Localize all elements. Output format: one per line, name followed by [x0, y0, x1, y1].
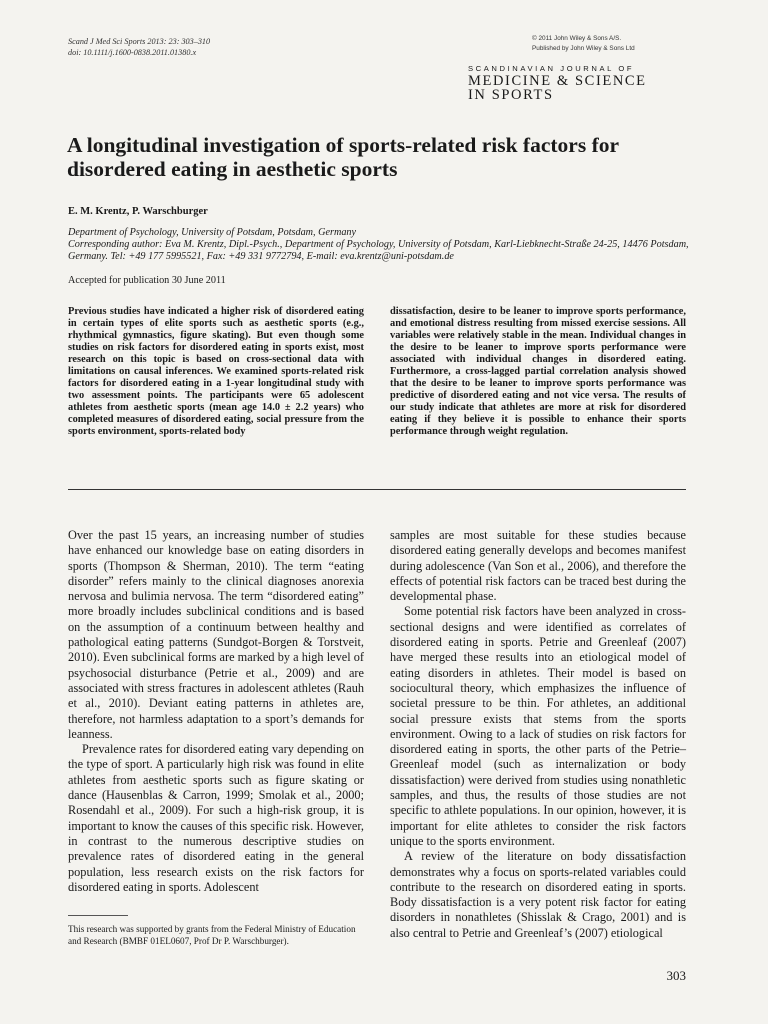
publisher-line: Published by John Wiley & Sons Ltd [532, 45, 635, 52]
citation-line: Scand J Med Sci Sports 2013: 23: 303–310 [68, 37, 211, 46]
copyright-line: © 2011 John Wiley & Sons A/S. [532, 35, 622, 42]
citation-header [68, 36, 210, 58]
funding-footnote: This research was supported by grants from the Federal Ministry of Education and Research (BMBF 01EL0607, Prof Dr P. Warschburger). [68, 924, 356, 946]
doi-line: doi: 10.1111/j.1600-0838.2011.01380.x [68, 48, 197, 57]
body-paragraph: A review of the literature on body dissatisfaction demonstrates why a focus on sports-related variables could contribute to the research on disordered eating in sports. Body dissatisfaction is a very potent risk factor for eating disorders in nonathletes (Shisslak & Crago, 2001) and is also central to Petrie and Greenleaf’s (2007) etiological [390, 849, 686, 940]
corresponding-author: Corresponding author: Eva M. Krentz, Dipl.-Psych., Department of Psychology, University of Potsdam, Karl-Liebknecht-Straße 24-25, 14476 Potsdam, Germany. Tel: +49 177 5995521, Fax: +49 331 9772794, E-mail: eva.krentz@uni-potsdam.de [68, 239, 689, 262]
abstract-divider [68, 489, 686, 490]
abstract-left-column: Previous studies have indicated a higher risk of disordered eating in certain types of elite sports such as aesthetic sports (e.g., rhythmical gymnastics, figure skating). But even though some studies on risk factors for disordered eating in sports exist, most research on this topic is based on cross-sectional data with limitations on causal inferences. We examined sports-related risk factors for disordered eating in a 1-year longitudinal study with two assessment points. The participants were 65 adolescent athletes from aesthetic sports (mean age 14.0 ± 2.2 years) who completed measures of disordered eating, social pressure from the sports environment, sports-related body [68, 306, 364, 438]
body-paragraph: Prevalence rates for disordered eating vary depending on the type of sport. A particularly high risk was found in elite athletes from aesthetic sports such as figure skating or dance (Hausenblas & Carron, 1999; Smolak et al., 2000; Rosendahl et al., 2009). For such a high-risk group, it is important to know the causes of this specific risk. However, in contrast to the numerous descriptive studies on prevalence rates of disordered eating in the general population, less research exists on the risk factors for disordered eating in sports. Adolescent [68, 742, 364, 894]
accepted-date: Accepted for publication 30 June 2011 [68, 275, 226, 286]
article-title: A longitudinal investigation of sports-related risk factors for disordered eating in aesthetic sports [67, 133, 619, 181]
abstract-right-column: dissatisfaction, desire to be leaner to improve sports performance, and emotional distress resulting from missed exercise sessions. All variables were relatively stable in the mean. Individual changes in the desire to be leaner to improve sports performance were associated with individual changes in disordered eating. Furthermore, a cross-lagged partial correlation analysis showed that the desire to be leaner to improve sports performance was predictive of disordered eating and not vice versa. The results of our study indicate that athletes are more at risk for disordered eating if they believe it is possible to enhance their sports performance through weight regulation. [390, 306, 686, 438]
affiliation: Department of Psychology, University of Potsdam, Potsdam, Germany [68, 227, 357, 238]
affiliation-block [68, 227, 708, 263]
journal-name-line3: IN SPORTS [468, 87, 554, 103]
footnote-divider [68, 915, 128, 916]
body-paragraph: samples are most suitable for these studies because disordered eating generally develops and becomes manifest during adolescence (Van Son et al., 2006), and therefore the effects of potential risk factors can be traced best during the developmental phase. [390, 528, 686, 604]
journal-header [468, 34, 688, 102]
body-paragraph: Over the past 15 years, an increasing number of studies have enhanced our knowledge base on eating disorders in sports (Thompson & Sherman, 2010). The term “eating disorder” refers mainly to the clinical diagnoses anorexia nervosa and bulimia nervosa. The term “disordered eating” more broadly includes subclinical conditions and is based on the assumption of a continuum between healthy and pathological eating patterns (Sundgot-Borgen & Torstveit, 2010). Even subclinical forms are marked by a high level of psychosocial disturbance (Petrie et al., 2009) and are associated with stress fractures in adolescent athletes (Rauh et al., 2010). Deviant eating patterns in athletes are, therefore, not harmless adaptation to a sport’s demands for leanness. [68, 528, 364, 741]
body-right-column [390, 528, 686, 941]
article-authors: E. M. Krentz, P. Warschburger [68, 206, 208, 217]
page-number: 303 [666, 968, 686, 983]
journal-name-line2: MEDICINE & SCIENCE [468, 73, 647, 89]
journal-name-line1: SCANDINAVIAN JOURNAL OF [468, 64, 635, 73]
body-paragraph: Some potential risk factors have been analyzed in cross-sectional designs and were identified as correlates of disordered eating in sports. Petrie and Greenleaf (2007) have merged these results into an etiological model of eating disorders in athletes. Their model is based on sociocultural theory, which emphasizes the influence of societal pressure to be thin. For athletes, an additional social pressure exists that stems from the sports environment. Owing to a lack of studies on risk factors for disordered eating in sports, the other parts of the Petrie–Greenleaf model (such as internalization or body dissatisfaction) were derived from studies using nonathletic samples, and thus, the results of those studies are not specific to athlete populations. In our opinion, however, it is important for elite athletes to consider the risk factors unique to the sports environment. [390, 604, 686, 848]
body-left-column [68, 528, 364, 895]
journal-name [468, 64, 688, 102]
